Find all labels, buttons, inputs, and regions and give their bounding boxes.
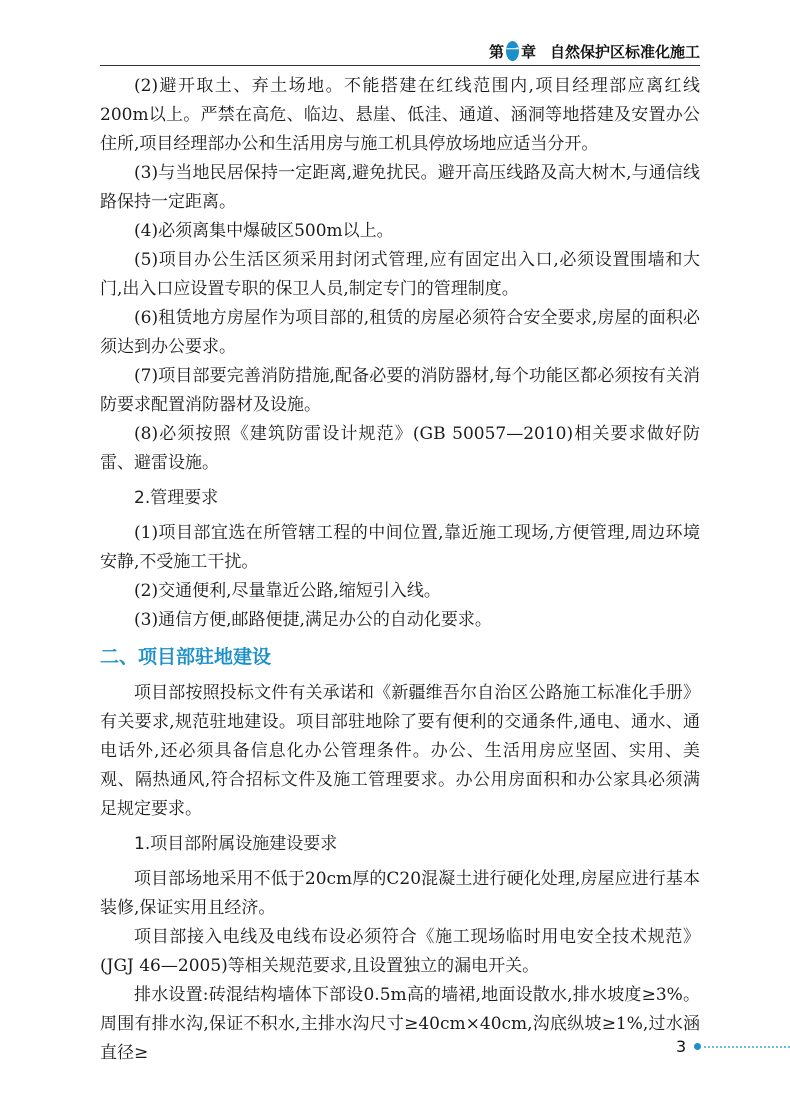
paragraph: (2)交通便利,尽量靠近公路,缩短引入线。 [134,581,441,601]
paragraph: 项目部接入电线及电线布设必须符合《施工现场临时用电安全技术规范》(JGJ 46—2005)等相关规范要求,且设置独立的漏电开关。 [100,927,700,976]
paragraph: (1)项目部宜选在所管辖工程的中间位置,靠近施工现场,方便管理,周边环境安静,不受施工干扰。 [100,523,700,572]
running-header [488,40,700,62]
paragraph: (3)通信方便,邮路便捷,满足办公的自动化要求。 [134,610,492,630]
page-body [100,72,700,1068]
page-dotted-rule [704,1046,790,1048]
paragraph: 排水设置:砖混结构墙体下部设0.5m高的墙裙,地面设散水,排水坡度≥3%。周围有排水沟,保证不积水,主排水沟尺寸≥40cm×40cm,沟底纵坡≥1%,过水涵直径≥ [100,985,700,1063]
chapter-prefix: 第 [488,42,504,61]
paragraph: 项目部按照投标文件有关承诺和《新疆维吾尔自治区公路施工标准化手册》有关要求,规范驻地建设。项目部驻地除了要有便利的交通条件,通电、通水、通电话外,还必须具备信息化办公管理条件。办公、生活用房应坚固、实用、美观、隔热通风,符合招标文件及施工管理要求。办公用房面积和办公家具必须满足规定要求。 [100,683,700,819]
paragraph: (5)项目办公生活区须采用封闭式管理,应有固定出入口,必须设置围墙和大门,出入口应设置专职的保卫人员,制定专门的管理制度。 [100,250,700,299]
paragraph: (7)项目部要完善消防措施,配备必要的消防器材,每个功能区都必须按有关消防要求配置消防器材及设施。 [100,366,700,415]
paragraph: (3)与当地民居保持一定距离,避免扰民。避开高压线路及高大树木,与通信线路保持一定距离。 [100,163,700,212]
chapter-number-badge: 一 [506,41,519,61]
paragraph: 项目部场地采用不低于20cm厚的C20混凝土进行硬化处理,房屋应进行基本装修,保证实用且经济。 [100,869,700,918]
subsection-heading: 2.管理要求 [134,488,219,508]
subsection-heading: 1.项目部附属设施建设要求 [134,834,338,854]
paragraph: (4)必须离集中爆破区500m以上。 [134,221,394,241]
page-number: 3 [676,1037,687,1056]
header-divider [100,65,700,66]
section-heading: 二、项目部驻地建设 [100,646,272,668]
chapter-title: 自然保护区标准化施工 [549,42,700,61]
paragraph: (2)避开取土、弃土场地。不能搭建在红线范围内,项目经理部应离红线200m以上。严禁在高危、临边、悬崖、低洼、通道、涵洞等地搭建及安置办公住所,项目经理部办公和生活用房与施工机具停放场地应适当分开。 [100,76,700,154]
paragraph: (8)必须按照《建筑防雷设计规范》(GB 50057—2010)相关要求做好防雷、避雷设施。 [100,424,700,473]
paragraph: (6)租赁地方房屋作为项目部的,租赁的房屋必须符合安全要求,房屋的面积必须达到办公要求。 [100,308,700,357]
chapter-suffix: 章 [520,42,536,61]
page-number-dot [694,1043,701,1050]
